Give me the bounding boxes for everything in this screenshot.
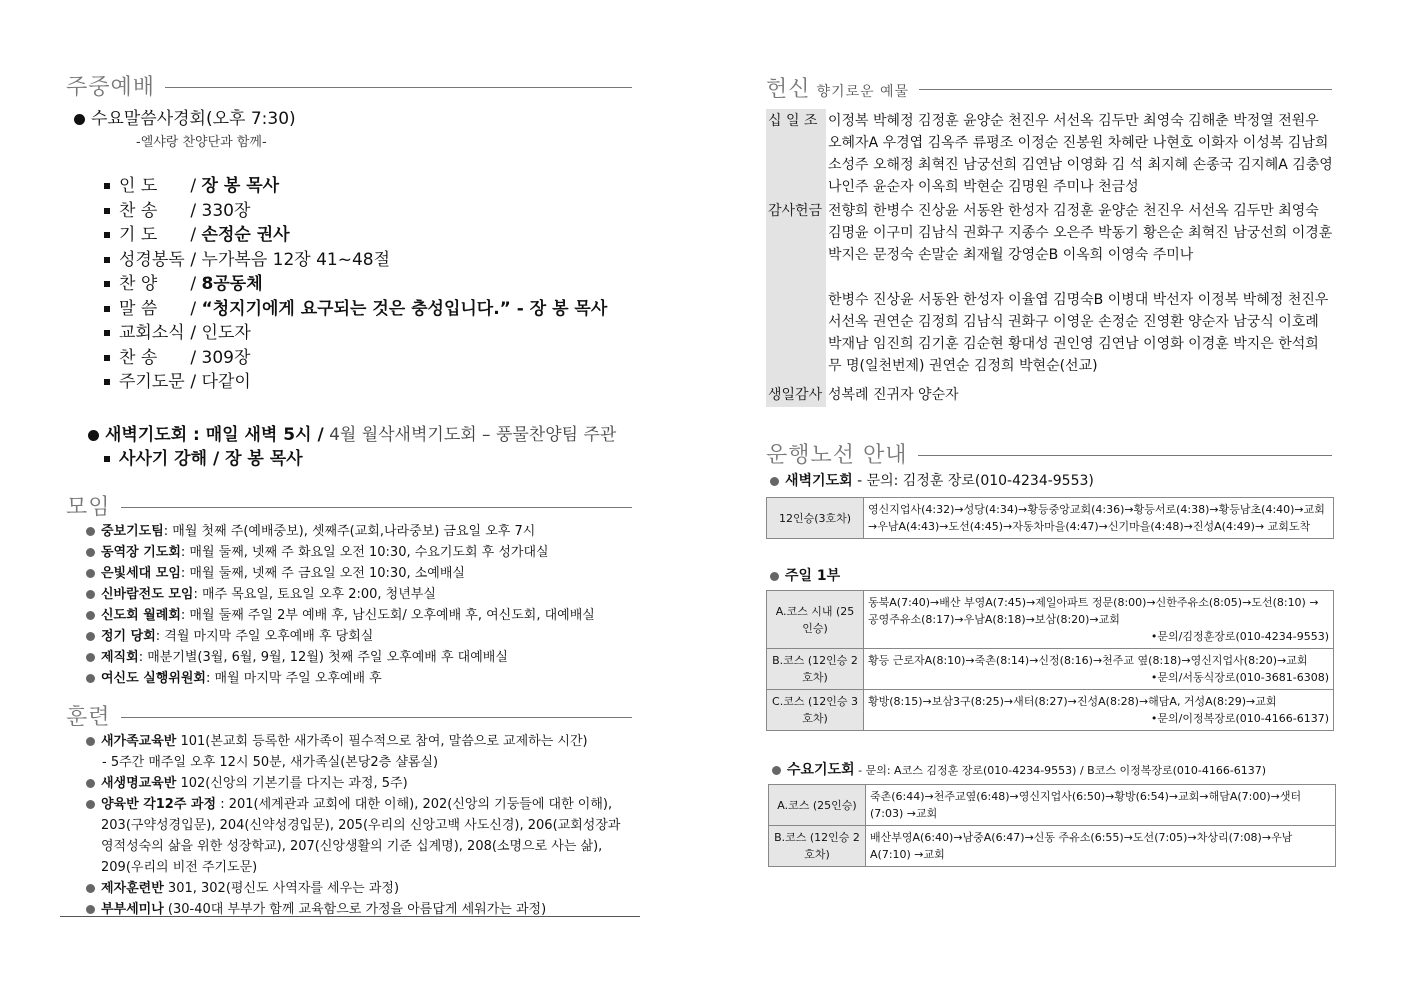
bullet-icon [86, 632, 95, 641]
worship-title: 주중예배 [66, 75, 156, 100]
meeting-text: : 매월 첫째 주(예배중보), 셋째주(교회,나라중보) 금요일 오후 7시 [163, 524, 536, 539]
meeting-text: : 매월 둘째, 넷째 주 금요일 오전 10:30, 소예배실 [180, 566, 465, 581]
offering-key: 십 일 조 [766, 109, 826, 199]
route-row [767, 690, 1334, 731]
meeting-item [86, 521, 646, 542]
square-bullet-icon [104, 257, 110, 263]
order-item [104, 297, 664, 322]
offering-title: 헌신 [766, 77, 811, 102]
offering-subtitle: 향기로운 예물 [816, 83, 910, 100]
order-sep: / [185, 323, 202, 343]
meeting-name: 정기 당회 [101, 629, 156, 644]
dawn-label: 새벽기도회 : 매일 새벽 5시 / [105, 425, 324, 445]
meeting-item [86, 584, 646, 605]
square-bullet-icon [104, 281, 110, 287]
training-text: 301, 302(평신도 사역자를 세우는 과정) [163, 881, 400, 896]
training-text: : 201(세계관과 교회에 대한 이해), 202(신앙의 기둥들에 대한 이해), 203(구약성경입문), 204(신약성경입문), 205(우리의 신앙고백 사도신경), 206(교회성장과 영적성숙의 삶을 위한 성장학교), 207(신앙생활의 기준 십계명), 208(소명으로 사는 삶), 209(우리의 비전 주기도문) [101, 797, 621, 875]
offering-key: 생일감사 [766, 378, 826, 407]
route-contact: •문의/이정복장로(010-4166-6137) [1150, 712, 1329, 725]
order-item [104, 272, 664, 297]
order-item [104, 199, 664, 224]
meeting-text: : 매주 목요일, 토요일 오후 2:00, 청년부실 [193, 587, 436, 602]
service-order [60, 174, 664, 395]
order-value: 장 봉 목사 [201, 176, 280, 196]
bottom-divider [60, 916, 640, 917]
wed-service-title: 수요말씀사경회(오후 7:30) [91, 109, 296, 129]
route-cell [864, 649, 1334, 690]
route-course: C.코스 (12인승 3호차) [767, 690, 864, 731]
wed-bus-table [768, 784, 1336, 867]
training-name: 새가족교육반 [101, 734, 177, 749]
order-item [104, 174, 664, 199]
route-row [769, 826, 1336, 867]
bullet-icon [86, 884, 95, 893]
bullet-icon [86, 590, 95, 599]
bullet-icon [86, 611, 95, 620]
bullet-icon [86, 527, 95, 536]
order-sep: / [185, 200, 202, 221]
route-course: 12인승(3호차) [767, 498, 864, 539]
meeting-text: : 매월 둘째, 넷째 주 화요일 오전 10:30, 수요기도회 후 성가대실 [180, 545, 549, 560]
meetings-header [66, 490, 632, 521]
worship-header [66, 70, 632, 101]
order-item [104, 248, 664, 273]
route-cell [864, 690, 1334, 731]
order-value: 손정순 권사 [201, 225, 290, 245]
square-bullet-icon [104, 456, 110, 462]
order-label: 교회소식 [119, 323, 185, 343]
route-row [767, 649, 1334, 690]
square-bullet-icon [104, 232, 110, 238]
meetings-list [86, 521, 646, 689]
order-sep: / [185, 347, 202, 368]
bus-title: 운행노선 안내 [766, 443, 908, 468]
training-name: 양육반 각12주 과정 [101, 797, 217, 812]
bullet-icon [86, 653, 95, 662]
route-cell [864, 591, 1334, 649]
route-course: A.코스 (25인승) [769, 785, 866, 826]
offering-header [766, 72, 1332, 103]
training-item [86, 773, 626, 794]
order-value: 다같이 [201, 372, 251, 392]
meeting-name: 동역장 기도회 [101, 545, 181, 560]
dawn-rest: 4월 월삭새벽기도회 – 풍물찬양팀 주관 [329, 425, 617, 445]
offering-row [766, 109, 1338, 199]
bullet-icon [86, 800, 95, 809]
meeting-name: 신바람전도 모임 [101, 587, 194, 602]
order-item [104, 321, 664, 346]
sunday-bus-table [766, 590, 1334, 731]
square-bullet-icon [104, 183, 110, 189]
route-row [767, 591, 1334, 649]
meeting-name: 여신도 실행위원회 [101, 671, 206, 686]
order-sep: / [185, 225, 202, 245]
meeting-name: 중보기도팀 [101, 524, 164, 539]
meeting-item [86, 626, 646, 647]
wed-sub: -엘샤랑 찬양단과 함께- [136, 135, 267, 150]
order-sep: / [185, 298, 202, 319]
meeting-name: 은빛세대 모임 [101, 566, 181, 581]
bullet-icon [86, 548, 95, 557]
order-sep: / [185, 372, 202, 392]
bullet-icon [74, 114, 85, 125]
wed-service [74, 104, 296, 129]
order-label: 인 도 [119, 176, 158, 196]
meeting-item [86, 542, 646, 563]
bullet-icon [770, 477, 779, 486]
dawn-sub: 사사기 강해 / 장 봉 목사 [104, 444, 303, 469]
order-item [104, 370, 664, 395]
training-item [86, 878, 626, 899]
offering-row [766, 199, 1338, 267]
route-row [767, 498, 1334, 539]
order-value: 인도자 [201, 323, 251, 343]
order-label: 찬 양 [119, 274, 158, 294]
route-stops: 죽촌(6:44)→천주교옆(6:48)→영신지업사(6:50)→황방(6:54)→교회→해담A(7:00)→샛터(7:03) →교회 [870, 790, 1302, 820]
bullet-icon [86, 569, 95, 578]
training-text: 101(본교회 등록한 새가족이 필수적으로 참여, 말씀으로 교제하는 시간) [176, 734, 588, 749]
meeting-text: : 매월 마지막 주일 오후예배 후 [206, 671, 382, 686]
order-sep: / [185, 249, 202, 270]
route-course: B.코스 (12인승 2호차) [769, 826, 866, 867]
square-bullet-icon [104, 355, 110, 361]
meeting-text: : 격월 마지막 주일 오후예배 후 당회실 [155, 629, 374, 644]
order-label: 말 씀 [119, 298, 158, 319]
offering-table [766, 109, 1338, 407]
meeting-name: 제직회 [101, 650, 139, 665]
wed-bus-header: 수요기도회 - 문의: A코스 김정훈 장로(010-4234-9553) / B코스 이정복장로(010-4166-6137) [772, 759, 1266, 779]
training-header [66, 700, 632, 731]
square-bullet-icon [104, 330, 110, 336]
training-extra: - 5주간 매주일 오후 12시 50분, 새가족실(본당2층 샬롬실) [102, 755, 439, 770]
order-value: 누가복음 12장 41~48절 [201, 249, 391, 270]
order-sep: / [185, 176, 202, 196]
order-value: 309장 [201, 347, 251, 368]
meeting-name: 신도회 월례회 [101, 608, 181, 623]
bullet-icon [88, 430, 99, 441]
sunday-bus-header: 주일 1부 [770, 565, 840, 585]
route-course: B.코스 (12인승 2호차) [767, 649, 864, 690]
bullet-icon [86, 737, 95, 746]
bus-header [766, 438, 1332, 469]
route-stops: 동북A(7:40)→배산 부영A(7:45)→제일아파트 정문(8:00)→신한주유소(8:05)→도선(8:10) →공영주유소(8:17)→우남A(8:18)→보삼(8:20)→교회 [868, 596, 1319, 626]
order-item [104, 223, 664, 248]
route-cell [866, 785, 1336, 826]
route-stops: 황방(8:15)→보삼3구(8:25)→새터(8:27)→진성A(8:28)→해담A, 거성A(8:29)→교회 [868, 695, 1277, 708]
route-cell [864, 498, 1334, 539]
offering-key [766, 267, 826, 378]
training-text: 102(신앙의 기본기를 다지는 과정, 5주) [176, 776, 408, 791]
order-label: 찬 송 [119, 200, 158, 221]
bullet-icon [86, 905, 95, 914]
offering-row [766, 378, 1338, 407]
order-sep: / [185, 274, 202, 294]
offering-names: 전향희 한병수 진상윤 서동완 한성자 김정훈 윤양순 천진우 서선옥 김두만 최영숙 김명윤 이구미 김남식 권화구 지종수 오은주 박동기 황은순 최혁진 남궁선희 이경훈 박지은 문정숙 손말순 최재월 강영순B 이옥희 이영숙 주미나 [828, 203, 1333, 263]
meetings-title: 모임 [66, 495, 111, 520]
bullet-icon [772, 766, 781, 775]
training-item [86, 731, 626, 752]
meeting-item [86, 605, 646, 626]
offering-names: 이정복 박혜정 김정훈 윤양순 천진우 서선옥 김두만 최영숙 김해춘 박정열 전원우 오혜자A 우경엽 김옥주 류평조 이정순 진봉원 차혜란 나현호 이화자 이성복 김남희 소성주 오해정 최혁진 남궁선희 김연남 이영화 김 석 최지혜 손종국 김지혜A 김충영 나인주 윤순자 이옥희 박현순 김명원 주미나 천금성 [828, 113, 1333, 195]
training-name: 새생명교육반 [101, 776, 177, 791]
order-label: 찬 송 [119, 347, 158, 368]
offering-names: 한병수 진상윤 서동완 한성자 이율엽 김명숙B 이병대 박선자 이정복 박혜정 천진우 서선옥 권연순 김정희 김남식 권화구 이영운 손정순 진영환 양순자 남궁식 이호례 박재남 임진희 김기훈 김순현 황대성 권인영 김연남 이영화 이경훈 박지은 한석희 무 명(일천번제) 권연순 김정희 박현순(선교) [828, 292, 1329, 374]
order-value: 330장 [201, 200, 251, 221]
offering-key: 감사헌금 [766, 199, 826, 267]
route-row [769, 785, 1336, 826]
order-label: 기 도 [119, 225, 158, 245]
square-bullet-icon [104, 208, 110, 214]
route-stops: 황등 근로자A(8:10)→죽촌(8:14)→신정(8:16)→천주교 옆(8:18)→영신지업사(8:20)→교회 [868, 654, 1308, 667]
route-contact: •문의/김정훈장로(010-4234-9553) [1150, 630, 1329, 643]
route-course: A.코스 시내 (25인승) [767, 591, 864, 649]
route-stops: 영신지업사(4:32)→성당(4:34)→황등중앙교회(4:36)→황등서로(4:38)→황등남초(4:40)→교회 →우남A(4:43)→도선(4:45)→자동차마을(4:47)→신기마을(4:48)→진성A(4:49)→ 교회도착 [868, 503, 1325, 533]
training-text: (30-40대 부부가 함께 교육함으로 가정을 아름답게 세워가는 과정) [163, 902, 547, 917]
meeting-text: : 매분기별(3월, 6월, 9월, 12월) 첫째 주일 오후예배 후 대예배실 [138, 650, 508, 665]
order-value: “청지기에게 요구되는 것은 충성입니다.” - 장 봉 목사 [201, 298, 608, 319]
order-label: 주기도문 [119, 372, 185, 392]
training-name: 부부세미나 [101, 902, 164, 917]
route-cell [866, 826, 1336, 867]
bullet-icon [770, 572, 779, 581]
route-contact: •문의/서동식장로(010-3681-6308) [1150, 671, 1329, 684]
training-name: 제자훈련반 [101, 881, 164, 896]
meeting-item [86, 563, 646, 584]
order-item [104, 346, 664, 371]
meeting-item [86, 668, 646, 689]
bullet-icon [86, 779, 95, 788]
route-stops: 배산부영A(6:40)→남중A(6:47)→신동 주유소(6:55)→도선(7:05)→차상리(7:08)→우남A(7:10) →교회 [870, 831, 1293, 861]
training-title: 훈련 [66, 705, 111, 730]
dawn-bus-header: 새벽기도회 - 문의: 김정훈 장로(010-4234-9553) [770, 470, 1094, 490]
square-bullet-icon [104, 379, 110, 385]
meeting-item [86, 647, 646, 668]
training-list [86, 731, 626, 920]
offering-names: 성복례 진귀자 양순자 [828, 387, 959, 403]
dawn-service [88, 420, 616, 445]
offering-row [766, 267, 1338, 378]
order-value: 8공동체 [201, 274, 263, 294]
training-item [86, 794, 626, 878]
order-label: 성경봉독 [119, 249, 185, 270]
dawn-bus-table [766, 497, 1334, 539]
meeting-text: : 매월 둘째 주일 2부 예배 후, 남신도회/ 오후예배 후, 여신도회, 대예배실 [180, 608, 595, 623]
square-bullet-icon [104, 306, 110, 312]
bullet-icon [86, 674, 95, 683]
